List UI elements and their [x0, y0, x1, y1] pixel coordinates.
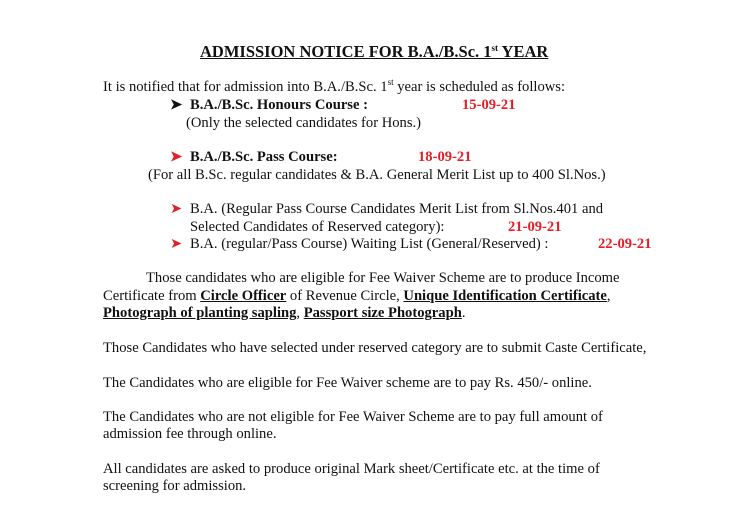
schedule-item-pass: ➤ B.A./B.Sc. Pass Course:	[170, 149, 338, 165]
caste-certificate-text: Those Candidates who have selected under reserved category are to submit Caste Certificate,	[103, 340, 647, 356]
schedule-item-waiting-list: ➤ B.A. (regular/Pass Course) Waiting List (General/Reserved) :	[170, 236, 549, 252]
arrow-bullet-icon: ➤	[170, 149, 183, 165]
schedule-item-regular-pass: ➤ B.A. (Regular Pass Course Candidates Merit List from Sl.Nos.401 and	[170, 201, 604, 217]
doc-circle-officer: Circle Officer	[200, 288, 287, 304]
original-docs-line1: All candidates are asked to produce original Mark sheet/Certificate etc. at the time of	[103, 461, 600, 477]
doc-passport-photo: Passport size Photograph	[303, 305, 462, 321]
arrow-bullet-icon: ➤	[170, 236, 183, 252]
schedule-note-pass: (For all B.Sc. regular candidates & B.A. General Merit List up to 400 Sl.Nos.)	[148, 167, 606, 183]
schedule-item-honours: ➤ B.A./B.Sc. Honours Course :	[170, 97, 368, 113]
schedule-date-regular-pass: 21-09-21	[508, 219, 562, 235]
full-fee-text-line1: The Candidates who are not eligible for Fee Waiver Scheme are to pay full amount of	[103, 409, 603, 425]
notice-title: ADMISSION NOTICE FOR B.A./B.Sc. 1st YEAR	[200, 42, 549, 61]
full-fee-text-line2: admission fee through online.	[103, 426, 277, 442]
schedule-note-honours: (Only the selected candidates for Hons.)	[186, 115, 422, 131]
schedule-date-waiting-list: 22-09-21	[598, 236, 652, 252]
arrow-bullet-icon: ➤	[170, 201, 183, 217]
doc-unique-id: Unique Identification Certificate	[403, 288, 607, 304]
schedule-date-pass: 18-09-21	[418, 149, 472, 165]
fee-waiver-line2: Certificate from Circle Officer of Revenue Circle, Unique Identification Certificate,	[103, 288, 611, 304]
fee-waiver-line1: Those candidates who are eligible for Fee Waiver Scheme are to produce Income	[146, 270, 620, 286]
fee-waiver-line3: Photograph of planting sapling, Passport size Photograph.	[103, 305, 466, 321]
intro-text: It is notified that for admission into B.A./B.Sc. 1st year is scheduled as follows:	[103, 77, 566, 95]
doc-photo-sapling: Photograph of planting sapling	[103, 305, 297, 321]
schedule-item-regular-pass-line2: Selected Candidates of Reserved category):	[190, 219, 445, 235]
arrow-bullet-icon: ➤	[170, 97, 183, 113]
original-docs-line2: screening for admission.	[103, 478, 247, 494]
waiver-fee-text: The Candidates who are eligible for Fee Waiver scheme are to pay Rs. 450/- online.	[103, 375, 592, 391]
schedule-date-honours: 15-09-21	[462, 97, 516, 113]
